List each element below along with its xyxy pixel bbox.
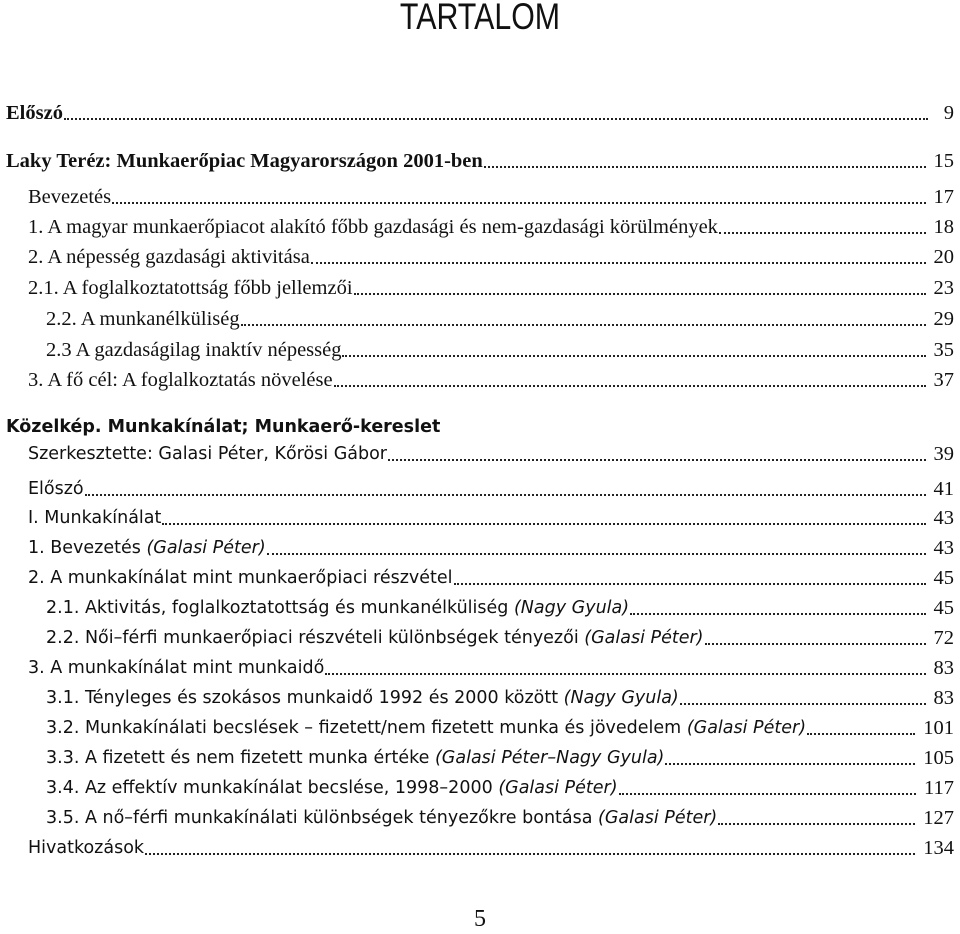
toc-entry-title: Szerkesztette: Galasi Péter, Kőrösi Gábor <box>28 444 388 464</box>
dot-leader <box>484 166 926 168</box>
toc-entry-title: 2. A népesség gazdasági aktivitása <box>28 246 310 268</box>
dot-leader <box>388 459 925 461</box>
toc-entry-page: 17 <box>933 186 954 208</box>
toc-entry-title: 2.1. Aktivitás, foglalkoztatottság és munkanélküliség (Nagy Gyula) <box>46 598 630 618</box>
toc-entry-page: 45 <box>933 597 954 619</box>
toc-entry-title: 2.3 A gazdaságilag inaktív népesség <box>46 339 342 361</box>
toc-entry-title: Hivatkozások <box>28 838 145 858</box>
dot-leader <box>354 293 926 295</box>
toc-entry-author: (Galasi Péter) <box>686 718 807 738</box>
toc-entry-author: (Nagy Gyula) <box>563 688 679 708</box>
toc-entry-chapter-3[interactable] <box>28 363 960 393</box>
toc-entry-page: 37 <box>933 369 954 391</box>
dot-leader <box>85 494 926 496</box>
toc-entry-kk-section-2-2[interactable] <box>46 621 960 651</box>
toc-entry-page: 134 <box>923 837 954 859</box>
dot-leader <box>342 355 925 357</box>
dot-leader <box>325 673 925 675</box>
toc-entry-section-2-3[interactable] <box>46 333 960 363</box>
toc-entry-title: 3. A munkakínálat mint munkaidő <box>28 658 325 678</box>
toc-entry-title: 3.3. A fizetett és nem fizetett munka értéke (Galasi Péter–Nagy Gyula) <box>46 748 665 768</box>
toc-entry-page: 117 <box>924 777 954 799</box>
dot-leader <box>807 733 915 735</box>
toc-entry-author: (Galasi Péter) <box>498 778 618 798</box>
toc-entry-chapter-2[interactable] <box>28 240 960 270</box>
toc-entry-title: 3. A fő cél: A foglalkoztatás növelése <box>28 369 333 391</box>
dot-leader <box>311 262 926 264</box>
toc-entry-page: 20 <box>933 246 954 268</box>
toc-entry-page: 105 <box>923 747 954 769</box>
toc-entry-page: 101 <box>923 717 954 739</box>
toc-entry-kk-chapter-2[interactable] <box>28 561 960 591</box>
toc-entry-page: 29 <box>933 308 954 330</box>
toc-entry-title: 2.2. A munkanélküliség <box>46 308 240 330</box>
toc-entry-title: I. Munkakínálat <box>28 508 162 528</box>
dot-leader <box>630 613 925 615</box>
toc-entry-title: 2.2. Női–férfi munkaerőpiaci részvételi különbségek tényezői (Galasi Péter) <box>46 628 704 648</box>
toc-entry-title: 1. Bevezetés (Galasi Péter) <box>28 538 266 558</box>
toc-entry-title: 1. A magyar munkaerőpiacot alakító főbb gazdasági és nem-gazdasági körülmények <box>28 216 718 238</box>
toc-entry-page: 23 <box>933 277 954 299</box>
toc-entry-kk-section-3-4[interactable] <box>46 771 960 801</box>
toc-entry-part-1[interactable] <box>28 501 960 531</box>
dot-leader <box>145 853 915 855</box>
toc-entry-kk-section-3-2[interactable] <box>46 711 960 741</box>
toc-entry-kk-section-2-1[interactable] <box>46 591 960 621</box>
toc-entry-editors[interactable] <box>28 437 960 467</box>
toc-entry-title: Bevezetés <box>28 186 112 208</box>
toc-entry-title: 2.1. A foglalkoztatottság főbb jellemzői <box>28 277 353 299</box>
toc-entry-introduction[interactable] <box>28 180 960 210</box>
toc-entry-author: (Galasi Péter) <box>584 628 704 648</box>
dot-leader <box>619 793 916 795</box>
toc-entry-page: 43 <box>933 537 954 559</box>
toc-entry-title: 3.1. Tényleges és szokásos munkaidő 1992 és 2000 között (Nagy Gyula) <box>46 688 679 708</box>
toc-entry-kk-section-3-5[interactable] <box>46 801 960 831</box>
toc-entry-author: (Nagy Gyula) <box>513 598 630 618</box>
toc-entry-section-2-1[interactable] <box>28 271 960 301</box>
toc-entry-foreword-2[interactable] <box>28 472 960 502</box>
toc-entry-page: 45 <box>933 567 954 589</box>
dot-leader <box>112 202 925 204</box>
toc-entry-page: 39 <box>933 443 954 465</box>
toc-entry-author: (Galasi Péter) <box>146 538 266 558</box>
toc-entry-laky[interactable] <box>6 144 960 174</box>
dot-leader <box>665 763 915 765</box>
dot-leader <box>680 703 926 705</box>
toc-entry-foreword[interactable] <box>6 96 960 126</box>
toc-entry-title: 3.2. Munkakínálati becslések – fizetett/nem fizetett munka és jövedelem (Galasi Péter) <box>46 718 807 738</box>
toc-entry-title: Laky Teréz: Munkaerőpiac Magyarországon 2001-ben <box>6 150 483 172</box>
toc-entry-kk-chapter-1[interactable] <box>28 531 960 561</box>
toc-entry-page: 41 <box>933 478 954 500</box>
toc-entry-page: 83 <box>933 657 954 679</box>
toc-entry-title: Előszó <box>28 479 84 499</box>
toc-entry-author: (Galasi Péter) <box>598 808 718 828</box>
section-heading-kozelkep: Közelkép. Munkakínálat; Munkaerő-kereslet <box>6 417 441 437</box>
toc-entry-page: 83 <box>933 687 954 709</box>
toc-entry-page: 127 <box>923 807 954 829</box>
toc-entry-page: 18 <box>933 216 954 238</box>
toc-entry-title: 2. A munkakínálat mint munkaerőpiaci részvétel <box>28 568 453 588</box>
toc-entry-author: (Galasi Péter–Nagy Gyula) <box>434 748 665 768</box>
dot-leader <box>705 643 926 645</box>
toc-entry-title: Előszó <box>6 102 63 124</box>
dot-leader <box>334 385 926 387</box>
page-number: 5 <box>474 906 486 932</box>
toc-entry-title: 3.4. Az effektív munkakínálat becslése, 1998–2000 (Galasi Péter) <box>46 778 618 798</box>
dot-leader <box>162 523 925 525</box>
toc-entry-section-2-2[interactable] <box>46 302 960 332</box>
dot-leader <box>64 118 928 120</box>
toc-entry-title: 3.5. A nő–férfi munkakínálati különbségek tényezőkre bontása (Galasi Péter) <box>46 808 718 828</box>
toc-entry-kk-chapter-3[interactable] <box>28 651 960 681</box>
toc-entry-kk-section-3-3[interactable] <box>46 741 960 771</box>
dot-leader <box>267 553 926 555</box>
dot-leader <box>719 232 926 234</box>
toc-entry-kk-section-3-1[interactable] <box>46 681 960 711</box>
dot-leader <box>241 324 926 326</box>
toc-entry-references[interactable] <box>28 831 960 861</box>
toc-entry-page: 15 <box>933 150 954 172</box>
toc-entry-page: 9 <box>943 102 954 124</box>
toc-entry-page: 35 <box>933 339 954 361</box>
dot-leader <box>454 583 926 585</box>
toc-entry-page: 72 <box>933 627 954 649</box>
toc-entry-chapter-1[interactable] <box>28 210 960 240</box>
toc-entry-page: 43 <box>933 507 954 529</box>
page-title: TARTALOM <box>399 0 561 37</box>
dot-leader <box>718 823 915 825</box>
